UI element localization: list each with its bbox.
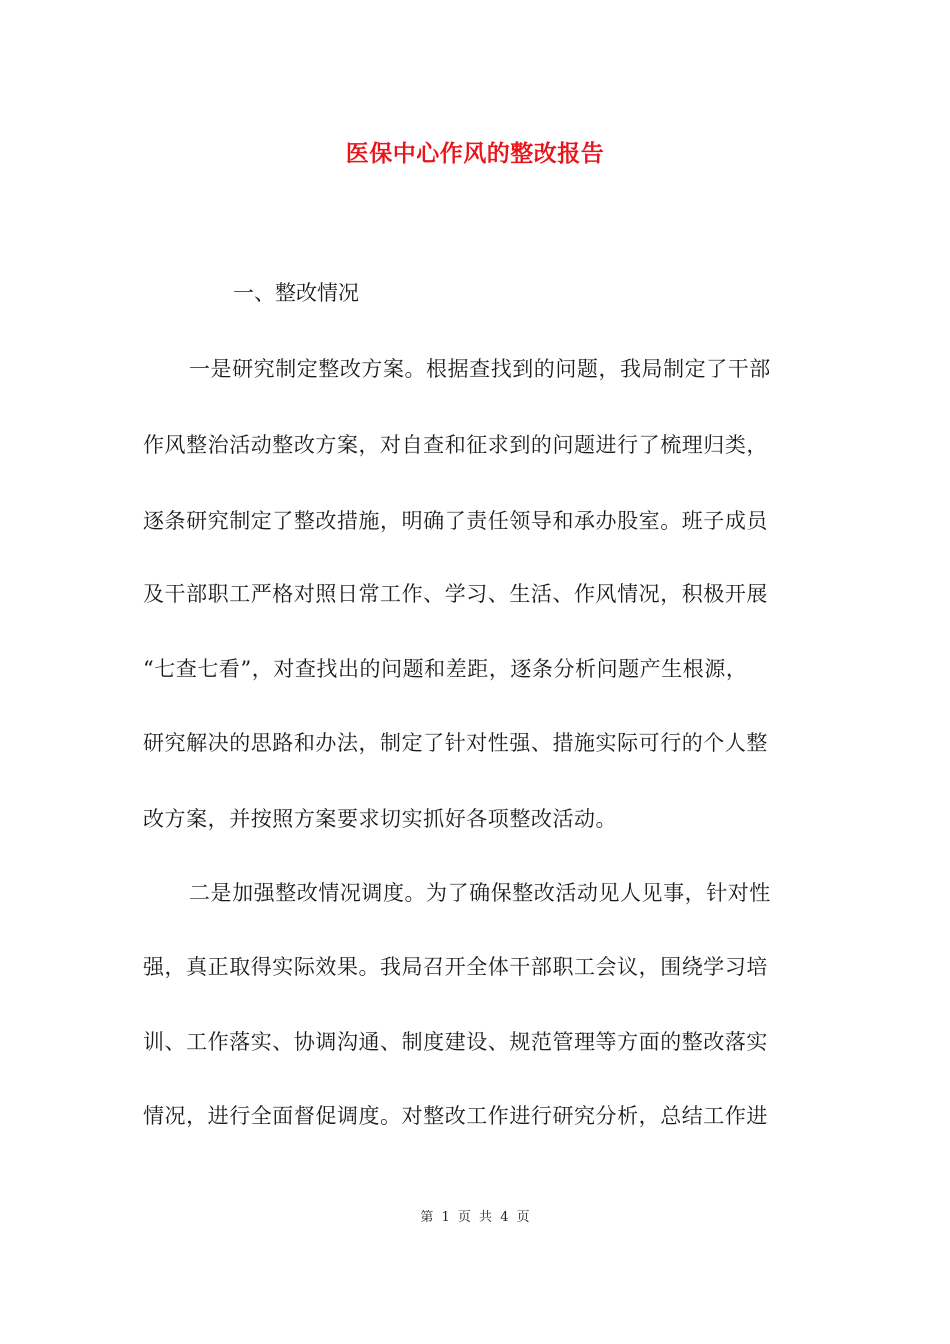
paragraph-line: 及干部职工严格对照日常工作、学习、生活、作风情况，积极开展 bbox=[143, 582, 768, 606]
paragraph-line: 研究解决的思路和办法，制定了针对性强、措施实际可行的个人整 bbox=[143, 731, 768, 755]
paragraph-line: 情况，进行全面督促调度。对整改工作进行研究分析，总结工作进 bbox=[143, 1104, 768, 1128]
paragraph-line: 训、工作落实、协调沟通、制度建设、规范管理等方面的整改落实 bbox=[143, 1030, 768, 1054]
paragraph-line: 逐条研究制定了整改措施，明确了责任领导和承办股室。班子成员 bbox=[143, 509, 768, 533]
section-heading: 一、整改情况 bbox=[233, 281, 359, 305]
paragraph-line: 作风整治活动整改方案，对自查和征求到的问题进行了梳理归类， bbox=[143, 433, 768, 457]
page-number-footer: 第 1 页 共 4 页 bbox=[420, 1210, 530, 1225]
paragraph-line: 强，真正取得实际效果。我局召开全体干部职工会议，围绕学习培 bbox=[143, 955, 768, 979]
paragraph-line: “七查七看”，对查找出的问题和差距，逐条分析问题产生根源， bbox=[143, 657, 748, 681]
paragraph-line: 改方案，并按照方案要求切实抓好各项整改活动。 bbox=[143, 807, 618, 831]
paragraph-line: 二是加强整改情况调度。为了确保整改活动见人见事，针对性 bbox=[189, 881, 771, 905]
document-title: 医保中心作风的整改报告 bbox=[345, 140, 605, 167]
paragraph-line: 一是研究制定整改方案。根据查找到的问题，我局制定了干部 bbox=[189, 357, 771, 381]
